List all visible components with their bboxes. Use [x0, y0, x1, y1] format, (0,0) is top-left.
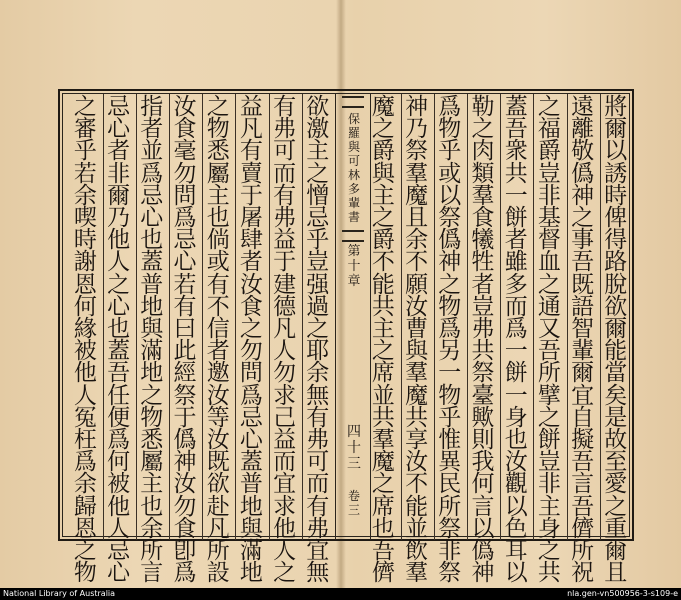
footer-identifier: nla.gen-vn500956-3-s109-e — [567, 589, 678, 598]
column-rule — [600, 94, 601, 540]
fish-tail-middle — [342, 230, 364, 242]
column-rule — [567, 94, 568, 540]
column-rule — [500, 94, 501, 540]
text-column: 有 弗 可 而 有 弗 益 于 建 德 凡 人 勿 求 己 益 而 宜 求 他 人 之 — [273, 94, 297, 587]
column-rule — [434, 94, 435, 540]
vertical-text: 卷 三 — [347, 489, 360, 517]
column-rule — [533, 94, 534, 540]
text-column: 欲 激 主 之 憎 忌 乎 豈 强 過 之 耶 余 無 有 弗 可 而 有 弗 宜 無 — [306, 94, 330, 587]
column-rule — [169, 94, 170, 540]
text-column: 汝 食 毫 勿 問 爲 忌 心 若 有 曰 此 經 祭 于 僞 神 汝 勿 食 卽 爲 — [173, 94, 197, 587]
center-gutter — [335, 94, 371, 540]
text-frame-inner — [62, 93, 630, 587]
column-rule — [235, 94, 236, 540]
text-column: 遠 離 敬 僞 神 之 事 吾 既 語 智 輩 爾 宜 自 擬 吾 言 吾 儕 所 祝 — [571, 94, 595, 587]
text-column: 爲 物 乎 或 以 祭 僞 神 之 物 爲 另 一 物 乎 惟 異 民 所 祭 非 祭 — [438, 94, 462, 587]
page-number — [341, 424, 367, 472]
column-rule — [136, 94, 137, 540]
footer-bar — [0, 588, 681, 600]
vertical-text: 第 十 章 — [347, 244, 361, 289]
column-rule — [103, 94, 104, 540]
volume-label — [341, 489, 367, 517]
text-column: 之 審 乎 若 余 喫 時 謝 恩 何 緣 被 他 人 冤 枉 爲 余 歸 恩 之 物 — [73, 94, 97, 587]
column-rule — [302, 94, 303, 540]
text-column: 益 凡 有 賣 于 屠 肆 者 汝 食 之 勿 問 爲 忌 心 蓋 普 地 與 滿 地 — [239, 94, 263, 587]
text-column: 之 物 悉 屬 主 也 倘 或 有 不 信 者 邀 汝 等 汝 既 欲 赴 凡 所 設 — [206, 94, 230, 587]
text-column: 之 福 爵 豈 非 基 督 血 之 通 又 吾 所 擘 之 餅 豈 非 主 身 之 共 — [537, 94, 561, 587]
text-frame — [58, 89, 634, 587]
column-rule — [467, 94, 468, 540]
column-rule — [202, 94, 203, 540]
text-column: 將 爾 以 誘 時 俾 得 路 脫 欲 爾 能 當 矣 是 故 至 愛 之 重 爾 且 — [604, 94, 628, 587]
column-rule — [269, 94, 270, 540]
text-column: 神 乃 祭 羣 魔 且 余 不 願 汝 曹 與 羣 魔 共 享 汝 不 能 並 飲 羣 — [405, 94, 429, 587]
vertical-text: 四 十 三 — [347, 424, 361, 472]
text-column: 指 者 並 爲 忌 心 也 蓋 普 地 與 滿 地 之 物 悉 屬 主 也 余 所 言 — [140, 94, 164, 587]
footer-library: National Library of Australia — [3, 589, 116, 598]
text-column: 魔 之 爵 與 主 之 爵 不 能 共 主 之 席 並 共 羣 魔 之 席 也 吾 儕 — [371, 94, 395, 587]
fish-tail-top — [342, 96, 364, 108]
column-rule — [401, 94, 402, 540]
text-column: 勒 之 肉 類 羣 食 犧 牲 者 豈 弗 共 祭 臺 歟 則 我 何 言 以 僞 神 — [471, 94, 495, 587]
vertical-text: 保 羅 與 可 林 多 輩 書 — [347, 112, 360, 224]
chapter-label — [341, 244, 367, 289]
text-column: 忌 心 者 非 爾 乃 他 人 之 心 也 蓋 吾 任 便 爲 何 被 他 人 忌 心 — [107, 94, 131, 587]
book-title — [341, 112, 367, 224]
text-column: 蓋 吾 衆 共 一 餅 者 雖 多 而 爲 一 餅 一 身 也 汝 觀 以 色 耳 以 — [504, 94, 528, 587]
